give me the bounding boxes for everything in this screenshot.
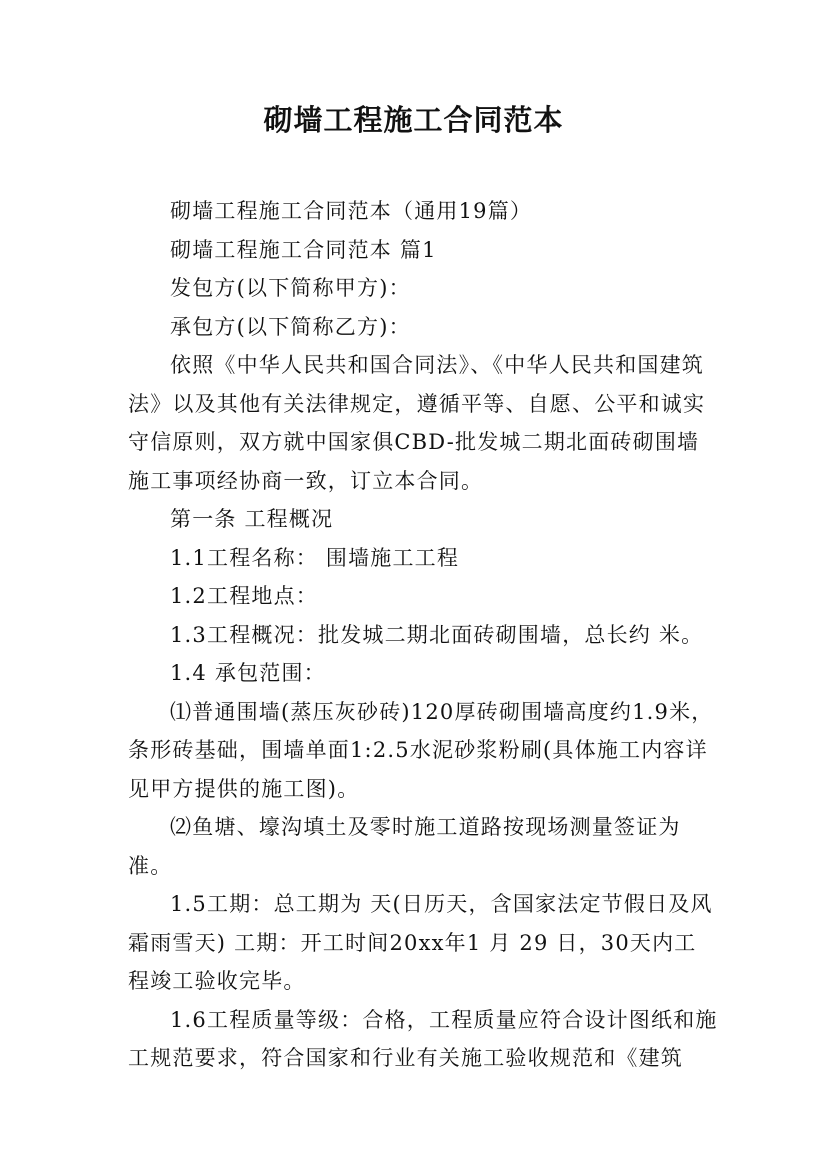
- paragraph-party-b: 承包方(以下简称乙方)：: [170, 314, 411, 339]
- paragraph-clause-1-6: 1.6工程质量等级：合格，工程质量应符合设计图纸和施工规范要求，符合国家和行业有关施工验收规范和《建筑: [128, 1007, 718, 1070]
- paragraph-clause-1-2: 1.2工程地点：: [170, 584, 318, 608]
- paragraph-preamble: 依照《中华人民共和国合同法》、《中华人民共和国建筑法》以及其他有关法律规定，遵循平等、自愿、公平和诚实守信原则，双方就中国家俱CBD-批发城二期北面砖砌围墙施工事项经协商一致，订立本合同。: [128, 353, 706, 493]
- paragraph-clause-1-3: 1.3工程概况：批发城二期北面砖砌围墙，总长约 米。: [170, 622, 704, 647]
- paragraph-clause-1-1: 1.1工程名称： 围墙施工工程: [170, 545, 460, 570]
- paragraph-article-1-heading: 第一条 工程概况: [170, 507, 334, 531]
- paragraph-section-heading: 砌墙工程施工合同范本 篇1: [170, 237, 437, 262]
- document-body: [128, 192, 718, 1078]
- document-title: 砌墙工程施工合同范本: [263, 103, 564, 137]
- paragraph-clause-1-4-item-1: ⑴普通围墙(蒸压灰砂砖)120厚砖砌围墙高度约1.9米，条形砖基础，围墙单面1:2.5水泥砂浆粉刷(具体施工内容详见甲方提供的施工图)。: [128, 699, 714, 801]
- paragraph-clause-1-5: 1.5工期：总工期为 天(日历天，含国家法定节假日及风霜雨雪天) 工期：开工时间20xx年1 月 29 日，30天内工程竣工验收完毕。: [128, 892, 713, 993]
- paragraph-party-a: 发包方(以下简称甲方)：: [170, 276, 411, 300]
- paragraph-clause-1-4: 1.4 承包范围：: [170, 661, 326, 685]
- paragraph-subtitle: 砌墙工程施工合同范本（通用19篇）: [170, 199, 533, 223]
- paragraph-clause-1-4-item-2: ⑵鱼塘、壕沟填土及零时施工道路按现场测量签证为准。: [128, 815, 681, 878]
